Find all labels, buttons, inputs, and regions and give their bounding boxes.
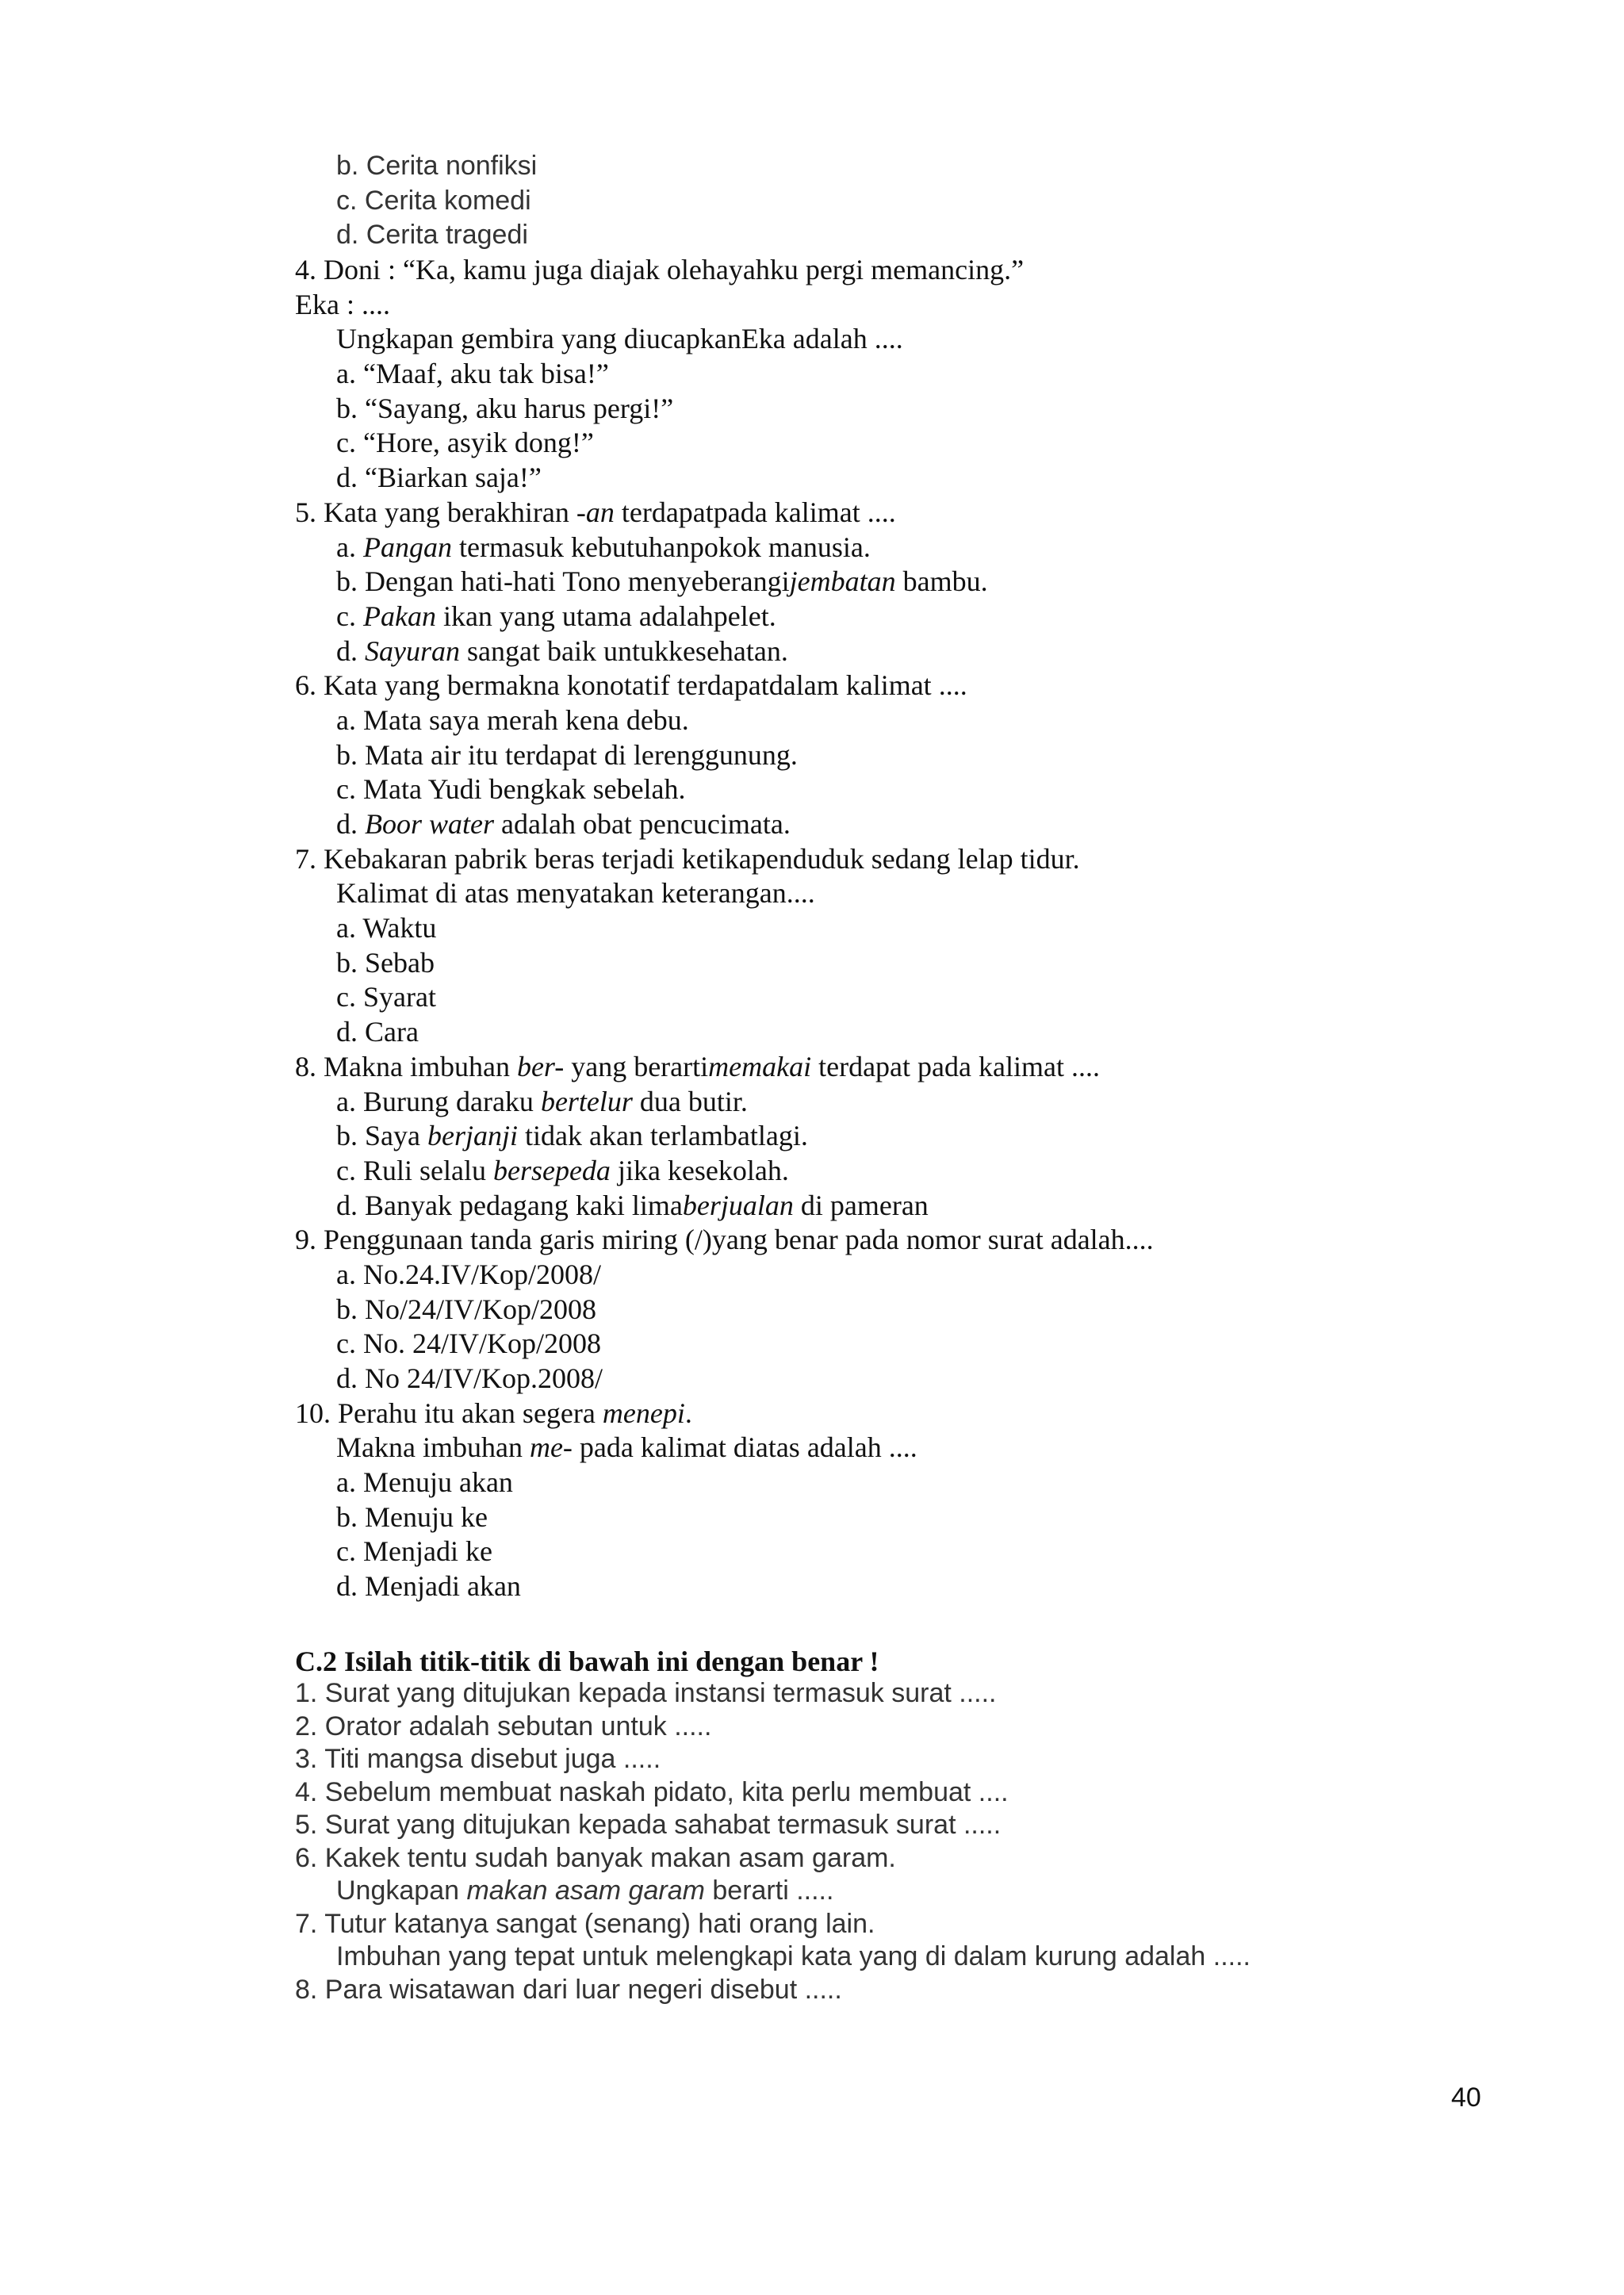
- text-segment: jika kesekolah.: [610, 1154, 789, 1186]
- question-4-option-c: c. “Hore, asyik dong!”: [336, 427, 594, 459]
- text-segment: c. Ruli selalu: [336, 1154, 493, 1186]
- question-9-option-b: b. No/24/IV/Kop/2008: [336, 1293, 596, 1325]
- italic-term: Pakan: [362, 600, 436, 632]
- italic-term: jembatan: [789, 565, 896, 598]
- fill-item-7: 7. Tutur katanya sangat (senang) hati orang lain.: [295, 1908, 875, 1939]
- italic-term: -an: [576, 496, 615, 528]
- fill-item-4: 4. Sebelum membuat naskah pidato, kita perlu membuat ....: [295, 1776, 1009, 1807]
- question-9-option-c: c. No. 24/IV/Kop/2008: [336, 1328, 601, 1360]
- question-4-reply: Eka : ....: [295, 288, 390, 320]
- question-6-option-d: [295, 807, 1532, 842]
- fill-item-6-prompt: [295, 1875, 1532, 1908]
- page-number: 40: [1451, 2082, 1481, 2113]
- text-segment: 10. Perahu itu akan segera: [295, 1397, 603, 1429]
- fill-item-2: 2. Orator adalah sebutan untuk .....: [295, 1711, 712, 1741]
- text-segment: b. Saya: [336, 1120, 427, 1152]
- fill-item-7-prompt: Imbuhan yang tepat untuk melengkapi kata yang di dalam kurung adalah .....: [336, 1941, 1251, 1971]
- question-4-prompt: Ungkapan gembira yang diucapkanEka adalah ....: [336, 323, 903, 355]
- question-5-stem: [295, 496, 1532, 531]
- italic-term: Sayuran: [365, 634, 460, 667]
- question-5-option-c: [295, 600, 1532, 634]
- question-7-stem: 7. Kebakaran pabrik beras terjadi ketikapenduduk sedang lelap tidur.: [295, 842, 1080, 875]
- question-4-stem: 4. Doni : “Ka, kamu juga diajak olehayahku pergi memancing.”: [295, 254, 1025, 285]
- text-segment: b. Dengan hati-hati Tono menyeberangi: [336, 565, 790, 598]
- text-segment: .: [684, 1397, 692, 1429]
- italic-term: menepi: [602, 1397, 685, 1429]
- question-10-option-a: a. Menuju akan: [336, 1466, 513, 1499]
- italic-term: berjualan: [682, 1189, 794, 1221]
- question-6-option-c: c. Mata Yudi bengkak sebelah.: [336, 773, 686, 806]
- question-10-option-c: c. Menjadi ke: [336, 1535, 492, 1568]
- question-10-prompt: [295, 1431, 1532, 1466]
- fill-in-questions: [295, 1677, 1532, 2006]
- option-c: c. Cerita komedi: [336, 185, 531, 216]
- section-c2-heading: C.2 Isilah titik-titik di bawah ini dengan benar !: [295, 1646, 879, 1677]
- question-7-option-a: a. Waktu: [336, 912, 437, 944]
- text-segment: bambu.: [895, 565, 988, 598]
- text-segment: Ungkapan: [336, 1875, 467, 1906]
- text-segment: dua butir.: [632, 1085, 748, 1117]
- question-9-stem: 9. Penggunaan tanda garis miring (/)yang benar pada nomor surat adalah....: [295, 1224, 1154, 1256]
- question-8-option-a: [295, 1085, 1532, 1120]
- option-d: d. Cerita tragedi: [336, 220, 528, 251]
- fill-item-5: 5. Surat yang ditujukan kepada sahabat termasuk surat .....: [295, 1810, 1002, 1840]
- option-b: b. Cerita nonfiksi: [336, 151, 538, 181]
- text-segment: 8. Makna imbuhan: [295, 1050, 517, 1082]
- question-4-option-b: b. “Sayang, aku harus pergi!”: [336, 392, 674, 424]
- question-10-option-d: d. Menjadi akan: [336, 1570, 521, 1603]
- text-segment: d.: [336, 808, 365, 840]
- text-segment: a.: [336, 531, 363, 563]
- italic-term: Boor water: [365, 808, 495, 840]
- question-8-stem: [295, 1050, 1532, 1085]
- fill-item-3: 3. Titi mangsa disebut juga .....: [295, 1744, 661, 1774]
- previous-question-options: [295, 149, 1532, 253]
- text-segment: terdapat pada kalimat ....: [811, 1050, 1100, 1082]
- italic-term: berjanji: [427, 1120, 518, 1152]
- question-5-option-b: [295, 565, 1532, 600]
- question-8-option-b: [295, 1119, 1532, 1154]
- question-5-option-d: [295, 634, 1532, 669]
- text-segment: Makna imbuhan: [336, 1431, 530, 1464]
- text-segment: c.: [336, 600, 363, 632]
- italic-term: memakai: [708, 1050, 812, 1082]
- text-segment: berarti .....: [704, 1875, 834, 1906]
- italic-term: Pangan: [362, 531, 452, 563]
- italic-term: ber-: [516, 1050, 565, 1082]
- text-segment: d.: [336, 634, 365, 667]
- fill-item-1: 1. Surat yang ditujukan kepada instansi termasuk surat .....: [295, 1678, 997, 1708]
- text-segment: tidak akan terlambatlagi.: [517, 1120, 808, 1152]
- text-segment: yang berarti: [564, 1050, 709, 1082]
- question-6-stem: 6. Kata yang bermakna konotatif terdapatdalam kalimat ....: [295, 669, 967, 702]
- question-7-option-b: b. Sebab: [336, 946, 435, 979]
- question-9-option-a: a. No.24.IV/Kop/2008/: [336, 1258, 601, 1290]
- question-7-option-c: c. Syarat: [336, 981, 436, 1013]
- question-8-option-d: [295, 1189, 1532, 1224]
- italic-term: me-: [529, 1431, 573, 1464]
- multiple-choice-questions: [295, 253, 1532, 1604]
- question-10-option-b: b. Menuju ke: [336, 1500, 488, 1533]
- question-4-option-d: d. “Biarkan saja!”: [336, 462, 542, 494]
- question-4-option-a: a. “Maaf, aku tak bisa!”: [336, 358, 609, 390]
- italic-term: bersepeda: [492, 1154, 611, 1186]
- text-segment: a. Burung daraku: [336, 1085, 541, 1117]
- text-segment: di pameran: [793, 1189, 929, 1221]
- question-5-option-a: [295, 531, 1532, 565]
- text-segment: d. Banyak pedagang kaki lima: [336, 1189, 683, 1221]
- question-9-option-d: d. No 24/IV/Kop.2008/: [336, 1362, 603, 1394]
- text-segment: adalah obat pencucimata.: [494, 808, 791, 840]
- question-8-option-c: [295, 1154, 1532, 1189]
- question-7-prompt: Kalimat di atas menyatakan keterangan....: [336, 877, 815, 910]
- text-segment: ikan yang utama adalahpelet.: [435, 600, 776, 632]
- question-6-option-a: a. Mata saya merah kena debu.: [336, 703, 689, 736]
- fill-item-6: 6. Kakek tentu sudah banyak makan asam garam.: [295, 1842, 896, 1873]
- question-7-option-d: d. Cara: [336, 1016, 419, 1048]
- text-segment: termasuk kebutuhanpokok manusia.: [451, 531, 871, 563]
- text-segment: sangat baik untukkesehatan.: [460, 634, 788, 667]
- text-segment: 5. Kata yang berakhiran: [295, 496, 576, 528]
- question-10-stem: [295, 1397, 1532, 1431]
- italic-term: bertelur: [540, 1085, 633, 1117]
- question-6-option-b: b. Mata air itu terdapat di lerenggunung.: [336, 738, 798, 771]
- italic-term: makan asam garam: [466, 1875, 705, 1906]
- fill-item-8: 8. Para wisatawan dari luar negeri disebut .....: [295, 1974, 842, 2005]
- text-segment: pada kalimat diatas adalah ....: [572, 1431, 917, 1464]
- text-segment: terdapatpada kalimat ....: [614, 496, 896, 528]
